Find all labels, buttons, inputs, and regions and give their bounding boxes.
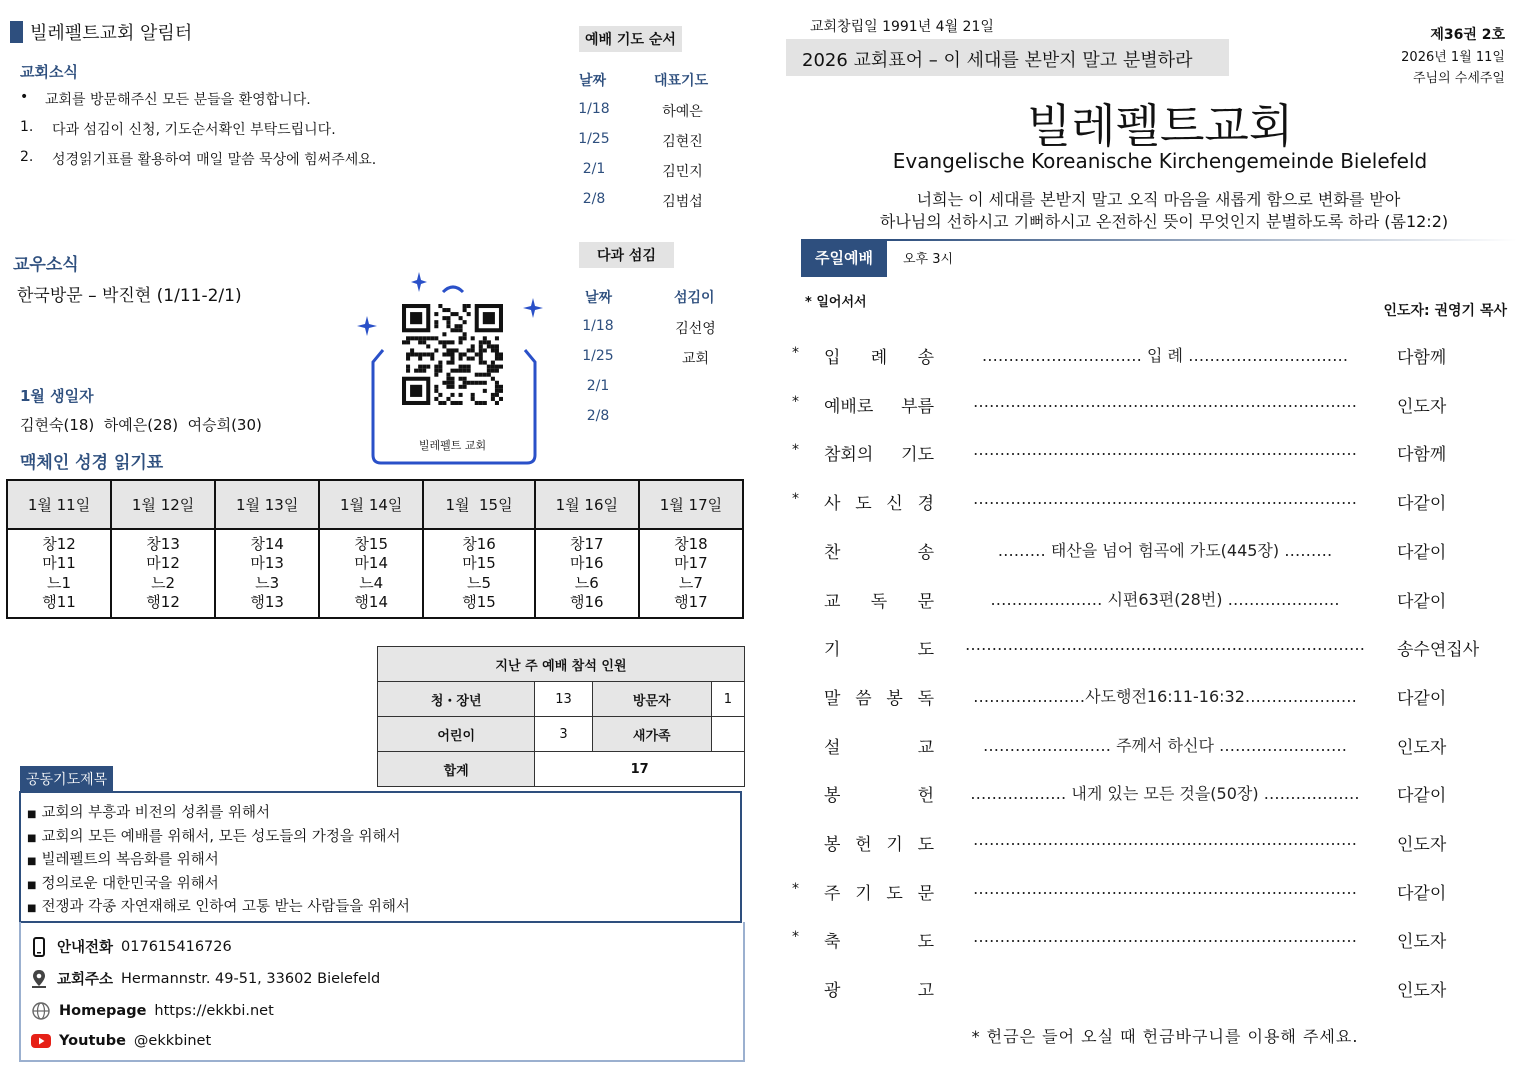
church-news-heading: 교회소식 xyxy=(20,63,78,81)
bible-plan-day-header: 1월 13일 xyxy=(215,480,319,529)
order-item-name-part: 송 xyxy=(917,348,934,368)
bible-plan-reading: 마13 xyxy=(250,554,284,572)
snack-date: 1/18 xyxy=(582,318,614,334)
attendance-youth-label: 청・장년 xyxy=(378,682,535,717)
snack-name: 김선영 xyxy=(675,321,716,337)
order-item-name-part: 씀 xyxy=(855,688,872,709)
order-star-mark: * xyxy=(792,880,799,897)
contact-homepage-label: Homepage xyxy=(59,1003,147,1019)
theme-verse-line1: 너희는 이 세대를 본받지 말고 오직 마음을 새롭게 함으로 변화를 받아 xyxy=(916,190,1401,209)
contact-homepage-value[interactable]: https://ekkbi.net xyxy=(154,1003,274,1019)
joint-prayer-item-text: 교회의 모든 예배를 위해서, 모든 성도들의 가정을 위해서 xyxy=(41,828,401,845)
order-item-detail: ……………………………………………………………… xyxy=(973,391,1357,411)
joint-prayer-item-text: 빌레펠트의 복음화를 위해서 xyxy=(41,852,219,868)
contact-phone[interactable] xyxy=(31,936,232,957)
order-star-mark: * xyxy=(792,442,799,459)
order-item-name xyxy=(824,684,934,709)
order-item-name-part: 봉 xyxy=(824,786,841,807)
bullet-icon: ■ xyxy=(27,879,37,891)
order-item-name-part: 축 xyxy=(824,932,841,953)
joint-prayer-item xyxy=(27,895,410,916)
order-item-name xyxy=(824,343,934,368)
order-item-name-part: 교 xyxy=(917,737,934,758)
order-item-name-part: 헌 xyxy=(855,835,872,855)
order-item-name-part: 례 xyxy=(870,348,888,368)
order-item-detail: ……………………………………………………………… xyxy=(973,440,1357,460)
bulletin-date: 2026년 1월 11일 xyxy=(1401,50,1505,65)
snack-heading: 다과 섬김 xyxy=(579,242,674,268)
order-star-mark: * xyxy=(792,929,799,946)
bible-plan-reading: 행15 xyxy=(462,593,496,611)
order-item-name-part: 문 xyxy=(917,591,934,612)
contact-youtube[interactable] xyxy=(31,1033,211,1049)
joint-prayer-item-text: 교회의 부흥과 비전의 성취를 위해서 xyxy=(41,805,270,821)
order-item-name-part: 입 xyxy=(824,348,841,368)
order-item-name-part: 고 xyxy=(917,981,934,1002)
bible-plan-day-cell xyxy=(535,529,639,618)
news-item-marker: 2. xyxy=(20,149,34,165)
theme-verse-line2: 하나님의 선하시고 기뻐하시고 온전하신 뜻이 무엇인지 분별하도록 하라 (롬12:2) xyxy=(879,212,1449,231)
bible-plan-reading: 창16 xyxy=(462,534,496,553)
order-item-name-part: 송 xyxy=(917,542,934,563)
church-motto: 2026 교회표어 – 이 세대를 본받지 말고 분별하라 xyxy=(802,50,1193,71)
contact-box xyxy=(19,922,745,1062)
order-item-name-part: 독 xyxy=(917,688,934,709)
bible-plan-day-cell xyxy=(215,529,319,618)
prayer-order-name: 김현진 xyxy=(662,134,703,150)
order-item-name-part: 찬 xyxy=(824,542,841,563)
bible-plan-reading: 행16 xyxy=(570,593,604,611)
title-accent-bar xyxy=(10,21,23,43)
bible-plan-reading: 창14 xyxy=(250,534,284,553)
joint-prayer-item xyxy=(27,801,270,822)
attendance-children-label: 어린이 xyxy=(378,717,535,752)
order-item-performer: 인도자 xyxy=(1397,981,1447,1002)
order-item-detail: …………………사도행전16:11-16:32………………… xyxy=(973,686,1357,706)
joint-prayer-item xyxy=(27,848,219,869)
offering-note: * 헌금은 들어 오실 때 헌금바구니를 이용해 주세요. xyxy=(971,1027,1359,1046)
bible-plan-reading: 느4 xyxy=(359,573,384,592)
order-item-name xyxy=(824,830,934,855)
bible-plan-table xyxy=(6,479,744,619)
contact-youtube-value[interactable]: @ekkbinet xyxy=(133,1033,212,1049)
phone-icon xyxy=(31,937,47,957)
bible-plan-day-cell xyxy=(111,529,215,618)
contact-phone-label: 안내전화 xyxy=(57,940,114,956)
order-item-performer: 다같이 xyxy=(1397,542,1447,563)
issue-number: 제36권 2호 xyxy=(1430,27,1505,43)
bible-plan-reading: 마11 xyxy=(42,554,76,572)
order-item-name-part: 광 xyxy=(824,981,841,1002)
youtube-icon xyxy=(31,1033,51,1049)
service-leader: 인도자: 권영기 목사 xyxy=(1383,303,1507,319)
bible-plan-day-cell xyxy=(639,529,743,618)
news-item-text: 교회를 방문해주신 모든 분들을 환영합니다. xyxy=(45,92,311,108)
contact-homepage[interactable] xyxy=(31,1001,274,1021)
bible-plan-heading: 맥체인 성경 읽기표 xyxy=(20,453,164,473)
bible-plan-reading: 창15 xyxy=(354,534,388,553)
bible-plan-day-header: 1월 16일 xyxy=(535,480,639,529)
church-name-de: Evangelische Koreanische Kirchengemeinde Bielefeld xyxy=(892,149,1428,173)
contact-address-label: 교회주소 xyxy=(57,972,114,988)
birthday-heading: 1월 생일자 xyxy=(20,387,94,405)
order-item-name xyxy=(824,538,934,563)
order-item-detail: ………………… 시편63편(28번) ………………… xyxy=(990,589,1340,609)
member-news-heading: 교우소식 xyxy=(13,255,79,275)
bible-plan-reading: 느6 xyxy=(574,573,599,592)
order-item-name-part: 기 xyxy=(855,883,872,904)
joint-prayer-box xyxy=(19,791,742,923)
order-item-name-part: 신 xyxy=(886,494,903,515)
bible-plan-reading: 창18 xyxy=(674,534,708,553)
order-item-detail: ……………… 내게 있는 모든 것을(50장) ……………… xyxy=(970,784,1360,804)
order-item-name xyxy=(824,489,934,514)
order-item-detail: ……… 태산을 넘어 험곡에 가도(445장) ……… xyxy=(997,540,1333,560)
order-item-performer: 다같이 xyxy=(1397,494,1447,515)
joint-prayer-item xyxy=(27,825,401,846)
order-star-mark: * xyxy=(792,345,799,361)
sunday-name: 주님의 수세주일 xyxy=(1412,71,1505,86)
bible-plan-day-cell xyxy=(7,529,111,618)
prayer-order-date: 1/18 xyxy=(578,101,610,117)
bible-plan-reading: 창13 xyxy=(146,534,180,553)
order-item-name xyxy=(824,927,934,952)
prayer-order-date: 1/25 xyxy=(578,131,610,147)
order-item-name-part: 문 xyxy=(917,883,934,904)
order-item-detail: ………………………………………………………………… xyxy=(965,635,1365,655)
order-item-name-part: 헌 xyxy=(917,786,934,807)
news-item-text: 성경읽기표를 활용하여 매일 말씀 묵상에 힘써주세요. xyxy=(52,152,377,168)
bible-plan-reading: 마16 xyxy=(570,554,604,572)
prayer-order-name: 김범섭 xyxy=(662,194,703,210)
order-item-name-part: 참회의 xyxy=(824,445,874,466)
order-item-name xyxy=(824,879,934,904)
sunday-service-tab: 주일예배 xyxy=(801,239,887,277)
location-pin-icon xyxy=(31,969,47,989)
bible-plan-reading: 행11 xyxy=(42,593,76,611)
bible-plan-reading: 느5 xyxy=(466,573,492,592)
qr-code-card[interactable] xyxy=(355,270,550,470)
snack-name: 교회 xyxy=(681,351,710,367)
attendance-total-value: 17 xyxy=(535,752,745,787)
order-item-performer: 다함께 xyxy=(1397,348,1447,368)
order-item-performer: 다같이 xyxy=(1397,786,1447,807)
order-item-name xyxy=(824,733,934,758)
order-item-detail: ……………………………………………………………… xyxy=(973,927,1357,947)
joint-prayer-item xyxy=(27,872,219,893)
bible-plan-reading: 창12 xyxy=(42,534,76,553)
news-item-marker: • xyxy=(20,89,29,105)
order-item-name-part: 기 xyxy=(886,835,903,855)
bible-plan-day-header: 1월 15일 xyxy=(423,480,535,529)
bible-plan-day-header: 1월 14일 xyxy=(319,480,423,529)
bible-plan-reading: 느2 xyxy=(151,573,176,592)
order-item-name-part: 독 xyxy=(870,591,888,612)
order-item-name xyxy=(824,392,934,417)
globe-icon xyxy=(31,1001,51,1021)
order-item-name-part: 봉 xyxy=(886,688,903,709)
order-item-name-part: 봉 xyxy=(824,835,841,855)
order-item-performer: 인도자 xyxy=(1397,737,1447,758)
contact-youtube-label: Youtube xyxy=(59,1033,126,1049)
qr-caption: 빌레펠트 교회 xyxy=(418,439,487,452)
bible-plan-reading: 마12 xyxy=(146,554,180,572)
news-item-text: 다과 섬김이 신청, 기도순서확인 부탁드립니다. xyxy=(52,122,336,138)
order-item-name-part: 사 xyxy=(824,494,841,515)
attendance-table xyxy=(377,646,745,787)
order-item-name xyxy=(824,781,934,806)
church-name: 빌레펠트교회 xyxy=(1026,99,1294,153)
order-item-performer: 다같이 xyxy=(1397,688,1447,709)
order-item-name-part: 주 xyxy=(824,883,841,904)
standing-note: * 일어서서 xyxy=(805,295,867,310)
bible-plan-day-cell xyxy=(319,529,423,618)
attendance-visitor-label: 방문자 xyxy=(592,682,711,717)
order-item-name-part: 도 xyxy=(855,494,872,515)
page-title: 빌레펠트교회 알림터 xyxy=(30,23,193,44)
order-item-name-part: 도 xyxy=(917,932,934,953)
contact-phone-value: 017615416726 xyxy=(121,938,232,955)
bible-plan-day-header: 1월 17일 xyxy=(639,480,743,529)
bible-plan-reading: 마15 xyxy=(462,554,496,572)
attendance-caption: 지난 주 예배 참석 인원 xyxy=(378,647,745,682)
order-item-name xyxy=(824,635,934,660)
order-item-detail: ………………………… 입 례 ………………………… xyxy=(981,346,1349,365)
snack-date: 2/1 xyxy=(586,378,610,394)
service-time: 오후 3시 xyxy=(903,252,954,267)
attendance-visitor-value: 1 xyxy=(711,682,744,717)
sunday-service-rule xyxy=(887,239,1517,241)
order-item-detail: ……………………………………………………………… xyxy=(973,489,1357,509)
prayer-order-name: 하예은 xyxy=(662,104,703,120)
joint-prayer-tab: 공동기도제목 xyxy=(20,766,113,792)
order-item-name-part: 경 xyxy=(917,494,934,515)
bible-plan-reading: 느3 xyxy=(255,573,280,592)
bible-plan-reading: 느7 xyxy=(678,573,703,592)
attendance-youth-value: 13 xyxy=(535,682,592,717)
order-item-detail: ……………………………………………………………… xyxy=(973,830,1357,849)
snack-date: 1/25 xyxy=(582,348,614,364)
order-item-performer: 다같이 xyxy=(1397,883,1447,904)
bullet-icon: ■ xyxy=(27,903,37,914)
bible-plan-reading: 마14 xyxy=(354,554,388,572)
joint-prayer-item-text: 전쟁과 각종 자연재해로 인하여 고통 받는 사람들을 위해서 xyxy=(41,899,410,915)
joint-prayer-item-text: 정의로운 대한민국을 위해서 xyxy=(41,875,219,892)
attendance-children-value: 3 xyxy=(535,717,592,752)
order-item-name-part: 도 xyxy=(917,640,934,661)
prayer-order-col-person: 대표기도 xyxy=(654,73,709,89)
prayer-order-heading: 예배 기도 순서 xyxy=(579,26,682,52)
bible-plan-day-cell xyxy=(423,529,535,618)
order-star-mark: * xyxy=(792,491,799,508)
bible-plan-reading: 마17 xyxy=(674,554,708,572)
order-item-name-part: 설 xyxy=(824,737,841,758)
order-item-name-part: 예배로 xyxy=(824,396,874,417)
order-item-name-part: 부름 xyxy=(901,396,934,417)
bible-plan-reading: 행13 xyxy=(250,593,284,611)
snack-col-date: 날짜 xyxy=(585,290,613,306)
bible-plan-day-header: 1월 11일 xyxy=(7,480,111,529)
prayer-order-col-date: 날짜 xyxy=(579,73,607,89)
order-item-performer: 인도자 xyxy=(1397,932,1447,953)
member-news-text: 한국방문 – 박진현 (1/11-2/1) xyxy=(17,286,242,306)
bullet-icon: ■ xyxy=(27,856,37,867)
qr-code-icon xyxy=(402,304,503,405)
order-item-name xyxy=(824,440,934,465)
order-star-mark: * xyxy=(792,393,799,410)
bullet-icon: ■ xyxy=(27,809,37,820)
order-item-name-part: 기 xyxy=(824,640,841,661)
order-item-detail: ……………………………………………………………… xyxy=(973,878,1357,898)
order-item-performer: 다함께 xyxy=(1397,445,1447,466)
bullet-icon: ■ xyxy=(27,832,37,844)
attendance-newfamily-label: 새가족 xyxy=(592,717,711,752)
order-item-name xyxy=(824,976,934,1001)
order-item-detail: …………………… 주께서 하신다 …………………… xyxy=(983,735,1347,755)
order-item-performer: 다같이 xyxy=(1397,591,1447,612)
order-item-name-part: 말 xyxy=(824,688,841,709)
order-item-name-part: 교 xyxy=(824,591,841,612)
snack-col-person: 섬김이 xyxy=(674,290,715,306)
order-item-performer: 인도자 xyxy=(1397,835,1447,855)
founded-date: 교회창립일 1991년 4월 21일 xyxy=(810,19,994,35)
order-item-performer: 송수연집사 xyxy=(1397,640,1480,661)
bible-plan-reading: 느1 xyxy=(47,573,72,592)
contact-address[interactable] xyxy=(31,968,380,989)
contact-address-value: Hermannstr. 49-51, 33602 Bielefeld xyxy=(121,970,381,987)
attendance-total-label: 합계 xyxy=(378,752,535,787)
bible-plan-reading: 행14 xyxy=(354,593,388,611)
prayer-order-date: 2/8 xyxy=(582,191,606,207)
bible-plan-reading: 행17 xyxy=(674,593,708,611)
bible-plan-day-header: 1월 12일 xyxy=(111,480,215,529)
bible-plan-reading: 창17 xyxy=(570,534,604,553)
order-item-performer: 인도자 xyxy=(1397,396,1447,417)
order-item-name-part: 기도 xyxy=(901,445,934,466)
order-item-name-part: 도 xyxy=(917,835,934,855)
order-item-name-part: 도 xyxy=(886,883,903,904)
bible-plan-reading: 행12 xyxy=(146,593,180,611)
attendance-newfamily-value xyxy=(711,717,744,752)
snack-date: 2/8 xyxy=(586,408,610,424)
birthday-list: 김현숙(18) 하예은(28) 여승희(30) xyxy=(20,416,262,434)
news-item-marker: 1. xyxy=(20,119,34,135)
prayer-order-name: 김민지 xyxy=(662,164,703,180)
prayer-order-date: 2/1 xyxy=(582,161,606,177)
order-item-name xyxy=(824,587,934,612)
